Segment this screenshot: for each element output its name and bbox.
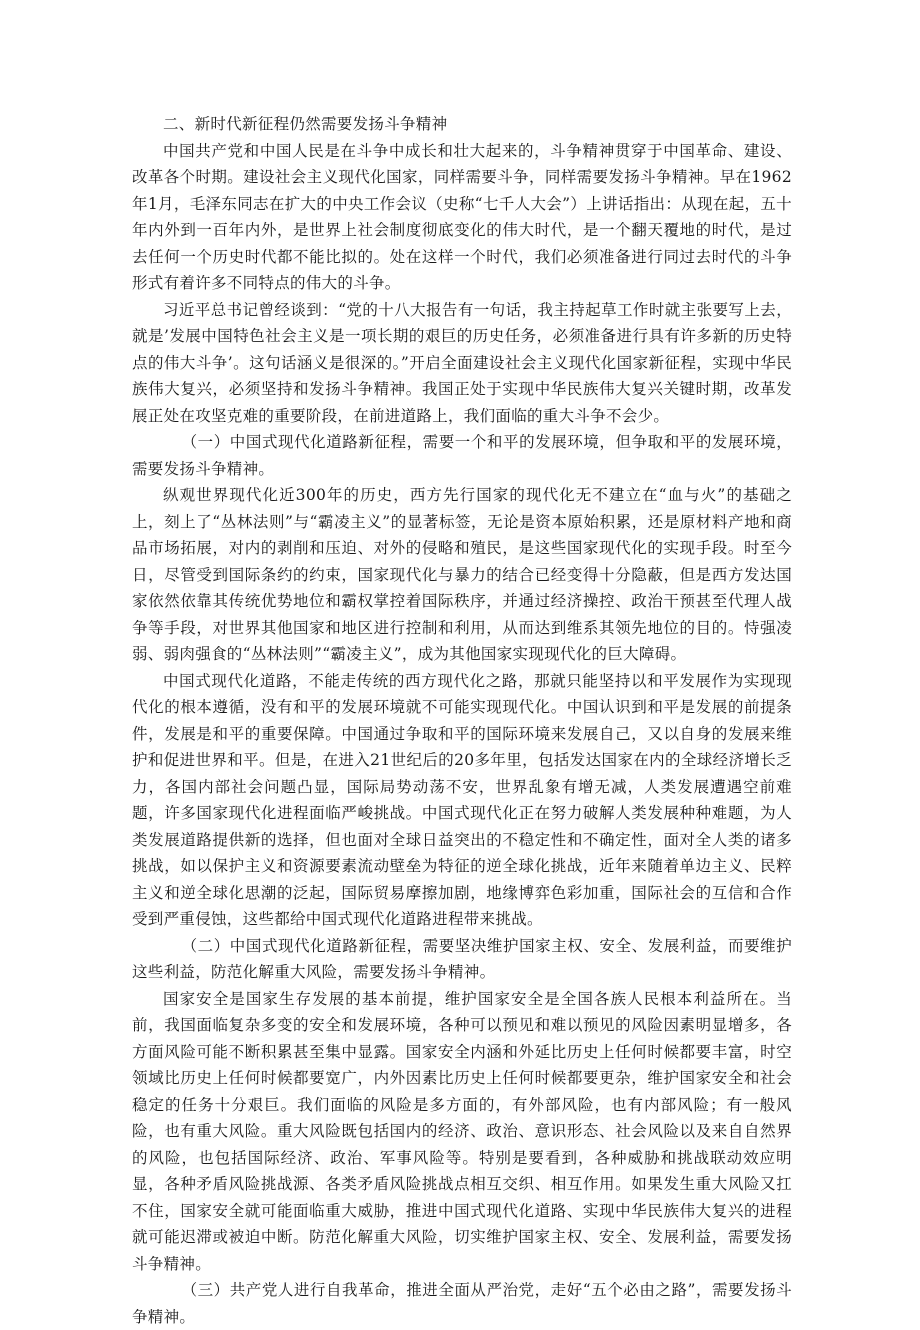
- paragraph-chinese-path: 中国式现代化道路，不能走传统的西方现代化之路，那就只能坚持以和平发展作为实现现代化的根本遵循，没有和平的发展环境就不可能实现现代化。中国认识到和平是发展的前提条件，发展是和平的重要保障。中国通过争取和平的国际环境来发展自己，又以自身的发展来维护和促进世界和平。但是，在进入21世纪后的20多年里，包括发达国家在内的全球经济增长乏力，各国内部社会问题凸显，国际局势动荡不安，世界乱象有增无减，人类发展遭遇空前难题，许多国家现代化进程面临严峻挑战。中国式现代化正在努力破解人类发展种种难题，为人类发展道路提供新的选择，但也面对全球日益突出的不稳定性和不确定性，面对全人类的诸多挑战，如以保护主义和资源要素流动壁垒为特征的逆全球化挑战，近年来随着单边主义、民粹主义和逆全球化思潮的泛起，国际贸易摩擦加剧，地缘博弈色彩加重，国际社会的互信和合作受到严重侵蚀，这些都给中国式现代化道路进程带来挑战。: [132, 671, 792, 928]
- subheading-peace: （一）中国式现代化道路新征程，需要一个和平的发展环境，但争取和平的发展环境，需要发扬斗争精神。: [132, 433, 792, 478]
- paragraph-xi-quote: 习近平总书记曾经谈到：“党的十八大报告有一句话，我主持起草工作时就主张要写上去，就是’发展中国特色社会主义是一项长期的艰巨的历史任务，必须准备进行具有许多新的历史特点的伟大斗争’。这句话涵义是很深的。”开启全面建设社会主义现代化国家新征程，实现中华民族伟大复兴，必须坚持和发扬斗争精神。我国正处于实现中华民族伟大复兴关键时期，改革发展正处在攻坚克难的重要阶段，在前进道路上，我们面临的重大斗争不会少。: [132, 300, 792, 425]
- section-title: 二、新时代新征程仍然需要发扬斗争精神: [163, 115, 448, 133]
- subheading-sovereignty: （二）中国式现代化道路新征程，需要坚决维护国家主权、安全、发展利益，而要维护这些利益，防范化解重大风险，需要发扬斗争精神。: [132, 936, 792, 981]
- subheading-self-revolution: （三）共产党人进行自我革命，推进全面从严治党，走好“五个必由之路”，需要发扬斗争精神。: [132, 1281, 792, 1326]
- paragraph-national-security: 国家安全是国家生存发展的基本前提，维护国家安全是全国各族人民根本利益所在。当前，我国面临复杂多变的安全和发展环境，各种可以预见和难以预见的风险因素明显增多，各方面风险可能不断积累甚至集中显露。国家安全内涵和外延比历史上任何时候都要丰富，时空领域比历史上任何时候都要宽广，内外因素比历史上任何时候都要更杂，维护国家安全和社会稳定的任务十分艰巨。我们面临的风险是多方面的，有外部风险，也有内部风险；有一般风险，也有重大风险。重大风险既包括国内的经济、政治、意识形态、社会风险以及来自自然界的风险，也包括国际经济、政治、军事风险等。特别是要看到，各种威胁和挑战联动效应明显，各种矛盾风险挑战源、各类矛盾风险挑战点相互交织、相互作用。如果发生重大风险又扛不住，国家安全就可能面临重大威胁，推进中国式现代化道路、实现中华民族伟大复兴的进程就可能迟滞或被迫中断。防范化解重大风险，切实维护国家主权、安全、发展利益，需要发扬斗争精神。: [132, 989, 792, 1273]
- paragraph-history: 中国共产党和中国人民是在斗争中成长和壮大起来的，斗争精神贯穿于中国革命、建设、改革各个时期。建设社会主义现代化国家，同样需要斗争，同样需要发扬斗争精神。早在1962年1月，毛泽东同志在扩大的中央工作会议（史称“七千人大会”）上讲话指出：从现在起，五十年内外到一百年内外，是世界上社会制度彻底变化的伟大时代，是一个翻天覆地的时代，是过去任何一个历史时代都不能比拟的。处在这样一个时代，我们必须准备进行同过去时代的斗争形式有着许多不同特点的伟大的斗争。: [132, 141, 792, 292]
- document-body: [132, 111, 792, 1330]
- paragraph-western-modernization: 纵观世界现代化近300年的历史，西方先行国家的现代化无不建立在“血与火”的基础之上，刻上了“丛林法则”与“霸凌主义”的显著标签，无论是资本原始积累，还是原材料产地和商品市场拓展，对内的剥削和压迫、对外的侵略和殖民，是这些国家现代化的实现手段。时至今日，尽管受到国际条约的约束，国家现代化与暴力的结合已经变得十分隐蔽，但是西方发达国家依然依靠其传统优势地位和霸权掌控着国际秩序，并通过经济操控、政治干预甚至代理人战争等手段，对世界其他国家和地区进行控制和利用，从而达到维系其领先地位的目的。恃强凌弱、弱肉强食的“丛林法则”“霸凌主义”，成为其他国家实现现代化的巨大障碍。: [132, 486, 792, 663]
